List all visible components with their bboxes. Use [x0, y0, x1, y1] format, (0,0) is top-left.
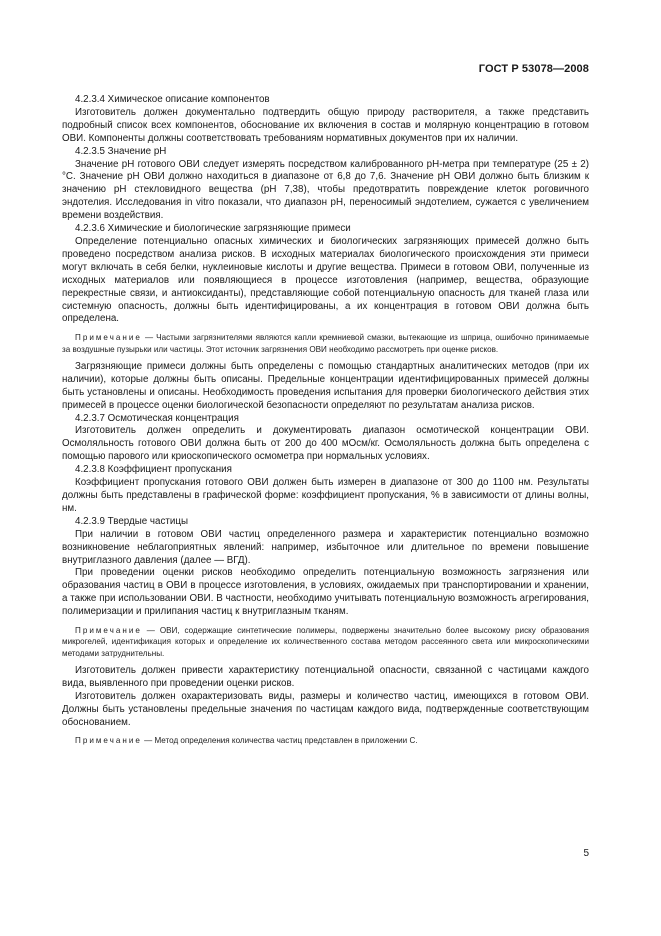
- note: [62, 332, 589, 355]
- note-label: Примечание: [75, 626, 142, 636]
- section-heading: 4.2.3.9 Твердые частицы: [75, 515, 188, 527]
- note-label: Примечание: [75, 333, 142, 343]
- paragraph: Загрязняющие примеси должны быть определены с помощью стандартных аналитических методов (при их наличии), которые должны быть описаны. Предельные концентрации идентифицированных примесей должны быть установлены и описаны. Необходимость проведения испытания для проверки биологического действия этих примесей в процессе оценки биологической безопасности определяют по результатам анализа рисков.: [62, 360, 589, 411]
- note-label: Примечание: [75, 736, 142, 746]
- note: [62, 625, 589, 659]
- paragraph: Значение pH готового ОВИ следует измерять посредством калиброванного pH-метра при температуре (25 ± 2) °С. Значение pH ОВИ должно находиться в диапазоне от 6,8 до 7,6. Значение pH ОВИ должно быть близким к значению pH стекловидного вещества (pH 7,38), чтобы предотвратить повреждение клеток роговичного эндотелия. Исследования in vitro показали, что диапазон pH, переносимый эндотелием, сужается с увеличением времени воздействия.: [62, 158, 589, 222]
- paragraph: Определение потенциально опасных химических и биологических загрязняющих примесей должно быть проведено посредством анализа рисков. В исходных материалах биологического происхождения эти примеси могут включать в себя белки, нуклеиновые кислоты и другие вещества. Примеси в готовом ОВИ, полученные из исходных материалов или появляющиеся в процессе изготовления (например, вещества, образующие перекрестные связи, и антиоксиданты), представляющие собой потенциальную опасность для тканей глаза или системную опасность, должны быть идентифицированы, а их концентрация в готовом ОВИ должна быть определена.: [62, 235, 589, 325]
- note-text: — Частыми загрязнителями являются капли кремниевой смазки, вытекающие из шприца, ошибочно принимаемые за воздушные пузырьки или частицы. Этот источник загрязнения ОВИ необходимо рассмотреть при оценке рисков.: [62, 333, 589, 354]
- section-heading: 4.2.3.7 Осмотическая концентрация: [75, 412, 239, 424]
- document-body: [62, 94, 589, 753]
- note-text: — ОВИ, содержащие синтетические полимеры, подвержены значительно более высокому риску образования микрогелей, идентификация которых и определение их количественного состава методом рассеянного света или микроскопическими методами затруднительны.: [62, 626, 589, 658]
- standard-header: ГОСТ Р 53078—2008: [478, 63, 589, 75]
- page-number: 5: [583, 848, 589, 859]
- paragraph: Изготовитель должен привести характеристику потенциальной опасности, связанной с частицами каждого вида, выявленного при проведении оценки рисков.: [62, 664, 589, 689]
- paragraph: Изготовитель должен определить и документировать диапазон осмотической концентрации ОВИ. Осмоляльность готового ОВИ должна быть от 200 до 400 мОсм/кг. Осмоляльность должна быть определена с помощью парового или криоскопического осмометра при нормальных условиях.: [62, 425, 589, 463]
- paragraph: При наличии в готовом ОВИ частиц определенного размера и характеристик потенциально возможно возникновение неблагоприятных явлений: например, избыточное или длительное по времени повышение внутриглазного давления (далее — ВГД).: [62, 528, 589, 566]
- section-heading: 4.2.3.6 Химические и биологические загрязняющие примеси: [75, 223, 351, 235]
- paragraph: Коэффициент пропускания готового ОВИ должен быть измерен в диапазоне от 300 до 1100 нм. Результаты должны быть представлены в графической форме: коэффициент пропускания, % в зависимости от длины волны, нм.: [62, 477, 589, 514]
- paragraph: Изготовитель должен документально подтвердить общую природу растворителя, а также представить подробный список всех компонентов, обоснование их включения в состав и молярную концентрацию в готовом ОВИ. Компоненты должны соответствовать требованиям нормативных документов при их наличии.: [62, 106, 589, 144]
- paragraph: При проведении оценки рисков необходимо определить потенциальную возможность загрязнения или образования частиц в ОВИ в процессе изготовления, в условиях, ожидаемых при транспортировании и хранении, а также при использовании ОВИ. В частности, необходимо учитывать потенциальную возможность агрегирования, полимеризации и прилипания частиц к внутриглазным тканям.: [62, 567, 589, 618]
- note-text: — Метод определения количества частиц представлен в приложении С.: [141, 736, 418, 746]
- note: [62, 735, 589, 746]
- paragraph: Изготовитель должен охарактеризовать виды, размеры и количество частиц, имеющихся в готовом ОВИ. Должны быть установлены предельные значения по частицам каждого вида, подтвержденные соответствующим обоснованием.: [62, 690, 589, 728]
- section-heading: 4.2.3.4 Химическое описание компонентов: [75, 94, 270, 105]
- section-heading: 4.2.3.8 Коэффициент пропускания: [75, 464, 232, 476]
- section-heading: 4.2.3.5 Значение pH: [75, 145, 167, 157]
